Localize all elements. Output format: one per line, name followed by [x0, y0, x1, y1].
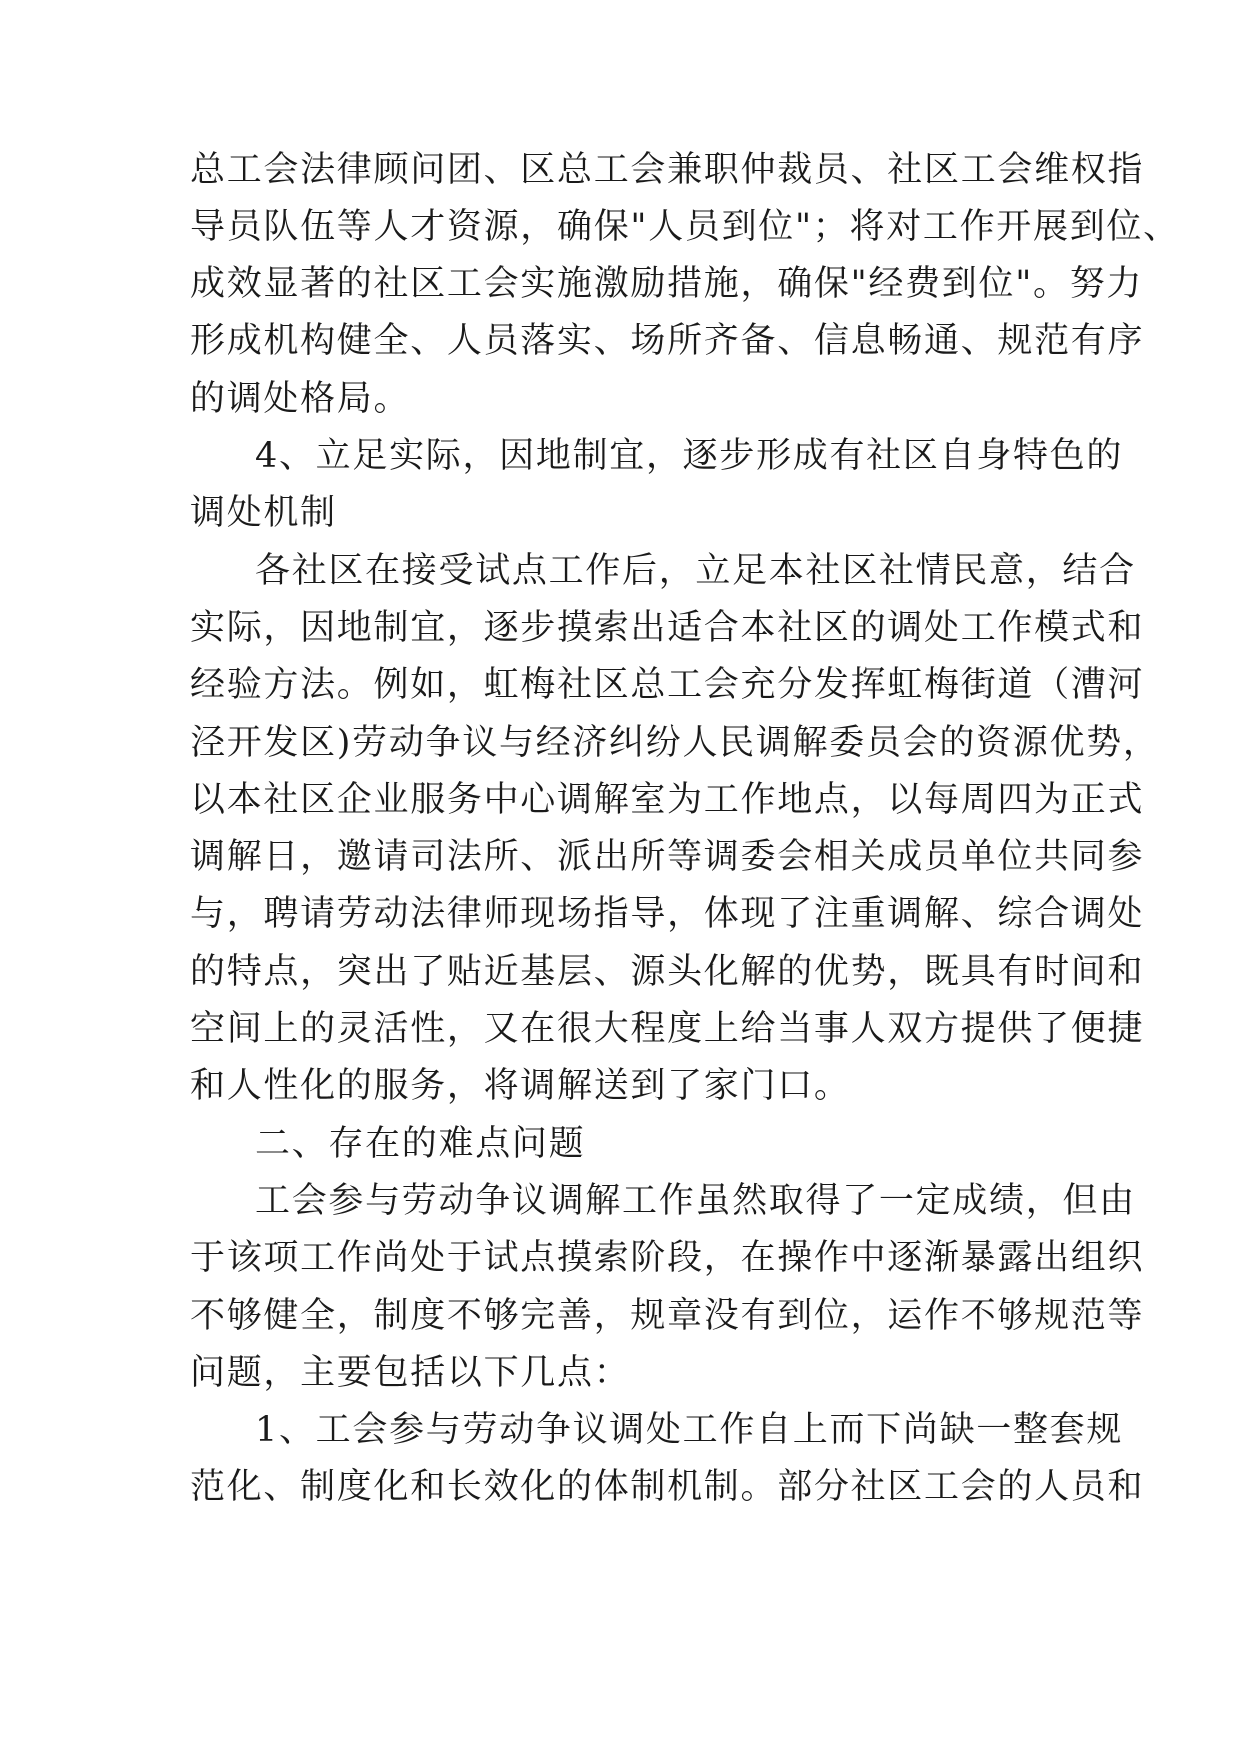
- text-line: 实际，因地制宜，逐步摸索出适合本社区的调处工作模式和: [190, 608, 1145, 648]
- text-line: 不够健全，制度不够完善，规章没有到位，运作不够规范等: [190, 1296, 1145, 1336]
- text-line: 总工会法律顾问团、区总工会兼职仲裁员、社区工会维权指: [190, 150, 1145, 190]
- text-line: 以本社区企业服务中心调解室为工作地点，以每周四为正式: [190, 780, 1145, 820]
- section-heading: 二、存在的难点问题: [255, 1124, 586, 1164]
- text-line: 经验方法。例如，虹梅社区总工会充分发挥虹梅街道（漕河: [190, 665, 1145, 705]
- section-heading-continuation: 调处机制: [190, 493, 337, 533]
- text-line: 调解日，邀请司法所、派出所等调委会相关成员单位共同参: [190, 837, 1145, 877]
- paragraph-start-line: 各社区在接受试点工作后，立足本社区社情民意，结合: [255, 551, 1136, 591]
- text-line: 泾开发区)劳动争议与经济纠纷人民调解委员会的资源优势，: [190, 723, 1160, 763]
- text-line: 的特点，突出了贴近基层、源头化解的优势，既具有时间和: [190, 952, 1145, 992]
- text-line: 与，聘请劳动法律师现场指导，体现了注重调解、综合调处: [190, 894, 1145, 934]
- text-line: 空间上的灵活性，又在很大程度上给当事人双方提供了便捷: [190, 1009, 1145, 1049]
- text-line: 和人性化的服务，将调解送到了家门口。: [190, 1066, 851, 1106]
- text-line: 成效显著的社区工会实施激励措施，确保"经费到位"。努力: [190, 264, 1144, 304]
- text-line: 导员队伍等人才资源，确保"人员到位"；将对工作开展到位、: [190, 207, 1180, 247]
- text-line: 范化、制度化和长效化的体制机制。部分社区工会的人员和: [190, 1467, 1145, 1507]
- text-line: 问题，主要包括以下几点：: [190, 1353, 631, 1393]
- text-line: 的调处格局。: [190, 379, 411, 419]
- paragraph-start-line: 1、工会参与劳动争议调处工作自上而下尚缺一整套规: [255, 1410, 1124, 1450]
- text-line: 于该项工作尚处于试点摸索阶段，在操作中逐渐暴露出组织: [190, 1238, 1145, 1278]
- paragraph-start-line: 工会参与劳动争议调解工作虽然取得了一定成绩，但由: [255, 1181, 1136, 1221]
- section-heading: 4、立足实际，因地制宜，逐步形成有社区自身特色的: [255, 436, 1124, 476]
- text-line: 形成机构健全、人员落实、场所齐备、信息畅通、规范有序: [190, 321, 1145, 361]
